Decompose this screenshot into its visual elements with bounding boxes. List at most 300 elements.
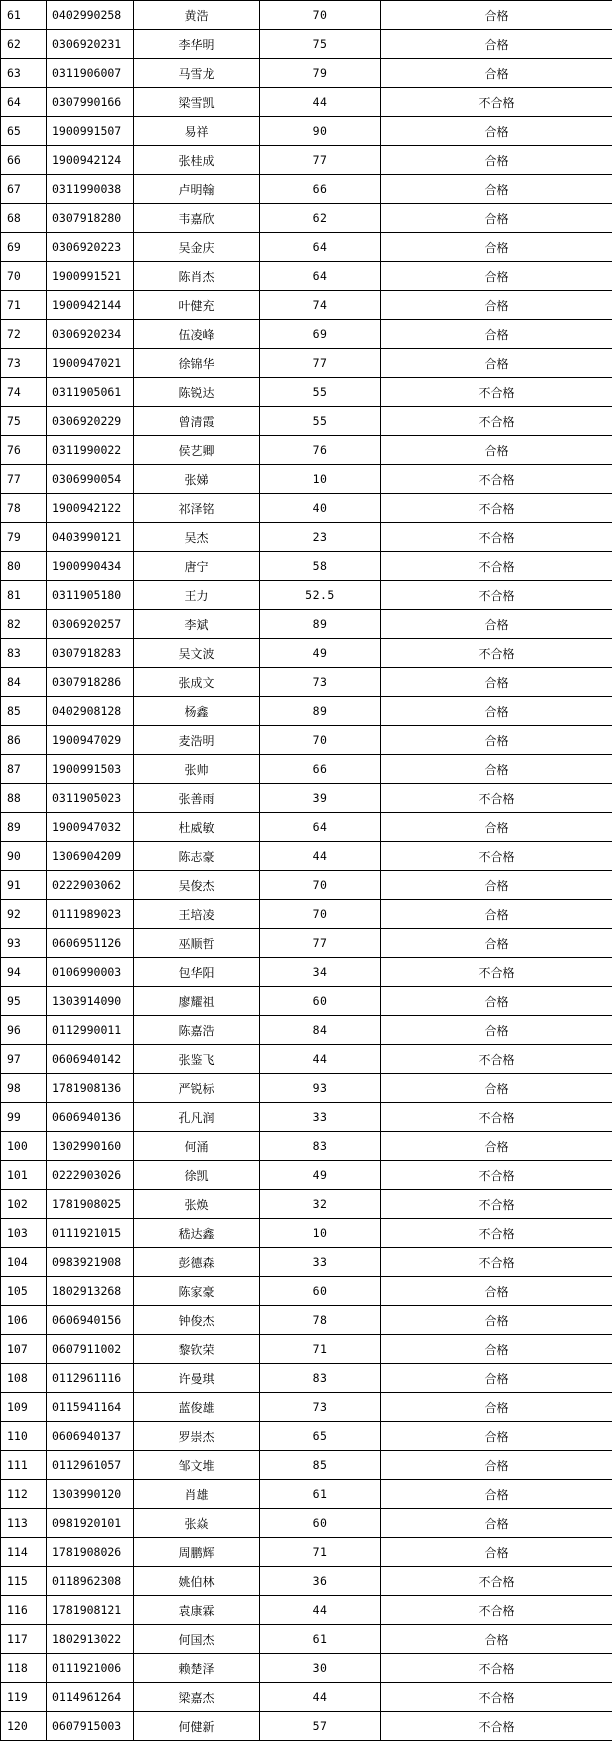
candidate-name-cell: 吴杰 [134, 523, 260, 552]
table-row [1, 755, 612, 784]
score-cell: 10 [260, 1219, 381, 1248]
score-cell: 30 [260, 1654, 381, 1683]
candidate-name-cell: 严锐标 [134, 1074, 260, 1103]
exam-id-cell: 1303914090 [47, 987, 134, 1016]
exam-id-cell: 0607915003 [47, 1712, 134, 1741]
row-number-cell: 106 [1, 1306, 47, 1335]
table-row [1, 30, 612, 59]
candidate-name-cell: 吴文波 [134, 639, 260, 668]
result-cell: 合格 [381, 755, 612, 784]
exam-id-cell: 1781908025 [47, 1190, 134, 1219]
exam-id-cell: 0111921015 [47, 1219, 134, 1248]
score-cell: 74 [260, 291, 381, 320]
score-cell: 44 [260, 1045, 381, 1074]
result-cell: 不合格 [381, 581, 612, 610]
result-cell: 不合格 [381, 784, 612, 813]
row-number-cell: 63 [1, 59, 47, 88]
candidate-name-cell: 陈锐达 [134, 378, 260, 407]
exam-id-cell: 1900947029 [47, 726, 134, 755]
score-cell: 70 [260, 900, 381, 929]
score-cell: 33 [260, 1248, 381, 1277]
candidate-name-cell: 陈肖杰 [134, 262, 260, 291]
score-cell: 89 [260, 610, 381, 639]
candidate-name-cell: 何健新 [134, 1712, 260, 1741]
exam-id-cell: 0112961057 [47, 1451, 134, 1480]
result-cell: 合格 [381, 436, 612, 465]
candidate-name-cell: 吴金庆 [134, 233, 260, 262]
exam-id-cell: 0981920101 [47, 1509, 134, 1538]
result-cell: 合格 [381, 726, 612, 755]
candidate-name-cell: 李华明 [134, 30, 260, 59]
row-number-cell: 100 [1, 1132, 47, 1161]
exam-id-cell: 1900991503 [47, 755, 134, 784]
exam-id-cell: 1781908136 [47, 1074, 134, 1103]
score-cell: 70 [260, 726, 381, 755]
table-row [1, 1103, 612, 1132]
row-number-cell: 79 [1, 523, 47, 552]
result-cell: 不合格 [381, 1248, 612, 1277]
exam-id-cell: 0306920229 [47, 407, 134, 436]
table-row [1, 987, 612, 1016]
row-number-cell: 83 [1, 639, 47, 668]
candidate-name-cell: 黎钦荣 [134, 1335, 260, 1364]
result-cell: 不合格 [381, 1683, 612, 1712]
candidate-name-cell: 王力 [134, 581, 260, 610]
score-cell: 61 [260, 1480, 381, 1509]
row-number-cell: 102 [1, 1190, 47, 1219]
score-cell: 34 [260, 958, 381, 987]
table-row [1, 1045, 612, 1074]
candidate-name-cell: 周鹏辉 [134, 1538, 260, 1567]
score-cell: 32 [260, 1190, 381, 1219]
score-cell: 55 [260, 407, 381, 436]
result-cell: 合格 [381, 1074, 612, 1103]
candidate-name-cell: 陈志豪 [134, 842, 260, 871]
table-row [1, 1364, 612, 1393]
exam-id-cell: 1900942122 [47, 494, 134, 523]
exam-id-cell: 0222903062 [47, 871, 134, 900]
result-cell: 合格 [381, 175, 612, 204]
candidate-name-cell: 韦嘉欣 [134, 204, 260, 233]
result-cell: 合格 [381, 987, 612, 1016]
candidate-name-cell: 张帅 [134, 755, 260, 784]
exam-id-cell: 0311905180 [47, 581, 134, 610]
score-cell: 39 [260, 784, 381, 813]
exam-id-cell: 0983921908 [47, 1248, 134, 1277]
result-cell: 合格 [381, 204, 612, 233]
result-cell: 不合格 [381, 1712, 612, 1741]
table-row [1, 1161, 612, 1190]
score-cell: 73 [260, 668, 381, 697]
candidate-name-cell: 张娣 [134, 465, 260, 494]
candidate-name-cell: 徐凯 [134, 1161, 260, 1190]
row-number-cell: 66 [1, 146, 47, 175]
candidate-name-cell: 何涌 [134, 1132, 260, 1161]
table-row [1, 1712, 612, 1741]
table-row [1, 262, 612, 291]
result-cell: 合格 [381, 262, 612, 291]
row-number-cell: 115 [1, 1567, 47, 1596]
score-cell: 55 [260, 378, 381, 407]
score-cell: 44 [260, 842, 381, 871]
exam-id-cell: 0607911002 [47, 1335, 134, 1364]
table-row [1, 639, 612, 668]
result-cell: 不合格 [381, 552, 612, 581]
table-row [1, 1306, 612, 1335]
result-cell: 不合格 [381, 639, 612, 668]
table-row [1, 523, 612, 552]
score-cell: 73 [260, 1393, 381, 1422]
result-cell: 合格 [381, 1393, 612, 1422]
table-row [1, 1683, 612, 1712]
exam-id-cell: 0402990258 [47, 1, 134, 30]
result-cell: 合格 [381, 1538, 612, 1567]
table-row [1, 494, 612, 523]
row-number-cell: 96 [1, 1016, 47, 1045]
result-cell: 不合格 [381, 1190, 612, 1219]
result-cell: 不合格 [381, 1596, 612, 1625]
exam-id-cell: 0606951126 [47, 929, 134, 958]
score-cell: 60 [260, 1277, 381, 1306]
table-row [1, 1074, 612, 1103]
candidate-name-cell: 唐宁 [134, 552, 260, 581]
score-cell: 90 [260, 117, 381, 146]
row-number-cell: 97 [1, 1045, 47, 1074]
candidate-name-cell: 侯艺卿 [134, 436, 260, 465]
exam-id-cell: 0307990166 [47, 88, 134, 117]
score-cell: 83 [260, 1364, 381, 1393]
score-cell: 77 [260, 146, 381, 175]
candidate-name-cell: 张鉴飞 [134, 1045, 260, 1074]
row-number-cell: 116 [1, 1596, 47, 1625]
result-cell: 不合格 [381, 378, 612, 407]
exam-id-cell: 0306920231 [47, 30, 134, 59]
result-cell: 不合格 [381, 1567, 612, 1596]
result-cell: 不合格 [381, 494, 612, 523]
row-number-cell: 111 [1, 1451, 47, 1480]
score-cell: 66 [260, 175, 381, 204]
row-number-cell: 74 [1, 378, 47, 407]
exam-id-cell: 0606940136 [47, 1103, 134, 1132]
exam-id-cell: 1302990160 [47, 1132, 134, 1161]
result-cell: 合格 [381, 813, 612, 842]
candidate-name-cell: 彭德森 [134, 1248, 260, 1277]
row-number-cell: 98 [1, 1074, 47, 1103]
row-number-cell: 65 [1, 117, 47, 146]
score-cell: 69 [260, 320, 381, 349]
row-number-cell: 109 [1, 1393, 47, 1422]
score-cell: 71 [260, 1335, 381, 1364]
result-cell: 合格 [381, 1, 612, 30]
row-number-cell: 64 [1, 88, 47, 117]
result-cell: 合格 [381, 349, 612, 378]
score-cell: 49 [260, 639, 381, 668]
row-number-cell: 108 [1, 1364, 47, 1393]
result-cell: 合格 [381, 668, 612, 697]
row-number-cell: 88 [1, 784, 47, 813]
table-row [1, 813, 612, 842]
result-cell: 合格 [381, 929, 612, 958]
score-cell: 40 [260, 494, 381, 523]
table-row [1, 407, 612, 436]
table-row [1, 1509, 612, 1538]
candidate-name-cell: 姚伯林 [134, 1567, 260, 1596]
table-row [1, 958, 612, 987]
result-cell: 合格 [381, 1422, 612, 1451]
candidate-name-cell: 张成文 [134, 668, 260, 697]
candidate-name-cell: 袁康霖 [134, 1596, 260, 1625]
exam-id-cell: 1802913268 [47, 1277, 134, 1306]
candidate-name-cell: 杜威敏 [134, 813, 260, 842]
candidate-name-cell: 伍凌峰 [134, 320, 260, 349]
result-cell: 合格 [381, 1364, 612, 1393]
score-cell: 64 [260, 233, 381, 262]
row-number-cell: 107 [1, 1335, 47, 1364]
row-number-cell: 85 [1, 697, 47, 726]
score-cell: 62 [260, 204, 381, 233]
exam-id-cell: 0606940156 [47, 1306, 134, 1335]
exam-id-cell: 1900947032 [47, 813, 134, 842]
row-number-cell: 67 [1, 175, 47, 204]
result-cell: 合格 [381, 233, 612, 262]
row-number-cell: 70 [1, 262, 47, 291]
candidate-name-cell: 罗崇杰 [134, 1422, 260, 1451]
table-row [1, 726, 612, 755]
row-number-cell: 95 [1, 987, 47, 1016]
score-cell: 64 [260, 262, 381, 291]
candidate-name-cell: 叶健充 [134, 291, 260, 320]
score-cell: 36 [260, 1567, 381, 1596]
results-table-body [1, 1, 612, 1741]
row-number-cell: 87 [1, 755, 47, 784]
row-number-cell: 105 [1, 1277, 47, 1306]
score-cell: 75 [260, 30, 381, 59]
table-row [1, 1538, 612, 1567]
candidate-name-cell: 何国杰 [134, 1625, 260, 1654]
result-cell: 合格 [381, 871, 612, 900]
exam-id-cell: 1900942124 [47, 146, 134, 175]
score-cell: 58 [260, 552, 381, 581]
score-cell: 44 [260, 1596, 381, 1625]
exam-id-cell: 0311905023 [47, 784, 134, 813]
candidate-name-cell: 孔凡润 [134, 1103, 260, 1132]
table-row [1, 320, 612, 349]
score-cell: 77 [260, 349, 381, 378]
score-cell: 84 [260, 1016, 381, 1045]
exam-id-cell: 1306904209 [47, 842, 134, 871]
table-row [1, 784, 612, 813]
table-row [1, 900, 612, 929]
candidate-name-cell: 易祥 [134, 117, 260, 146]
table-row [1, 929, 612, 958]
table-row [1, 1625, 612, 1654]
candidate-name-cell: 卢明翰 [134, 175, 260, 204]
score-cell: 23 [260, 523, 381, 552]
row-number-cell: 112 [1, 1480, 47, 1509]
candidate-name-cell: 黄浩 [134, 1, 260, 30]
candidate-name-cell: 徐锦华 [134, 349, 260, 378]
result-cell: 合格 [381, 146, 612, 175]
row-number-cell: 76 [1, 436, 47, 465]
score-cell: 60 [260, 987, 381, 1016]
table-row [1, 1393, 612, 1422]
table-row [1, 552, 612, 581]
table-row [1, 1219, 612, 1248]
table-row [1, 1, 612, 30]
candidate-name-cell: 廖耀祖 [134, 987, 260, 1016]
score-cell: 44 [260, 1683, 381, 1712]
score-cell: 77 [260, 929, 381, 958]
table-row [1, 1190, 612, 1219]
candidate-name-cell: 曾清霞 [134, 407, 260, 436]
row-number-cell: 81 [1, 581, 47, 610]
candidate-name-cell: 张焕 [134, 1190, 260, 1219]
result-cell: 不合格 [381, 958, 612, 987]
table-row [1, 1132, 612, 1161]
table-row [1, 175, 612, 204]
exam-id-cell: 1900991507 [47, 117, 134, 146]
result-cell: 合格 [381, 1335, 612, 1364]
result-cell: 不合格 [381, 465, 612, 494]
row-number-cell: 113 [1, 1509, 47, 1538]
row-number-cell: 103 [1, 1219, 47, 1248]
candidate-name-cell: 巫顺哲 [134, 929, 260, 958]
score-cell: 89 [260, 697, 381, 726]
row-number-cell: 77 [1, 465, 47, 494]
score-cell: 78 [260, 1306, 381, 1335]
candidate-name-cell: 肖雄 [134, 1480, 260, 1509]
result-cell: 合格 [381, 291, 612, 320]
table-row [1, 1335, 612, 1364]
exam-id-cell: 0111989023 [47, 900, 134, 929]
row-number-cell: 68 [1, 204, 47, 233]
exam-id-cell: 1900947021 [47, 349, 134, 378]
table-row [1, 378, 612, 407]
exam-id-cell: 0311905061 [47, 378, 134, 407]
row-number-cell: 104 [1, 1248, 47, 1277]
score-cell: 76 [260, 436, 381, 465]
result-cell: 合格 [381, 1509, 612, 1538]
table-row [1, 1654, 612, 1683]
row-number-cell: 71 [1, 291, 47, 320]
candidate-name-cell: 张桂成 [134, 146, 260, 175]
table-row [1, 291, 612, 320]
candidate-name-cell: 吴俊杰 [134, 871, 260, 900]
table-row [1, 349, 612, 378]
exam-id-cell: 0306920223 [47, 233, 134, 262]
table-row [1, 88, 612, 117]
result-cell: 不合格 [381, 1654, 612, 1683]
result-cell: 合格 [381, 117, 612, 146]
result-cell: 不合格 [381, 842, 612, 871]
score-cell: 70 [260, 871, 381, 900]
candidate-name-cell: 张焱 [134, 1509, 260, 1538]
candidate-name-cell: 邹文堆 [134, 1451, 260, 1480]
row-number-cell: 114 [1, 1538, 47, 1567]
table-row [1, 1422, 612, 1451]
score-cell: 49 [260, 1161, 381, 1190]
score-cell: 60 [260, 1509, 381, 1538]
row-number-cell: 75 [1, 407, 47, 436]
row-number-cell: 89 [1, 813, 47, 842]
table-row [1, 668, 612, 697]
exam-id-cell: 0606940137 [47, 1422, 134, 1451]
result-cell: 合格 [381, 1132, 612, 1161]
candidate-name-cell: 杨鑫 [134, 697, 260, 726]
row-number-cell: 110 [1, 1422, 47, 1451]
exam-id-cell: 0307918283 [47, 639, 134, 668]
row-number-cell: 72 [1, 320, 47, 349]
result-cell: 合格 [381, 1451, 612, 1480]
exam-id-cell: 0111921006 [47, 1654, 134, 1683]
exam-id-cell: 0311990022 [47, 436, 134, 465]
result-cell: 合格 [381, 1625, 612, 1654]
candidate-name-cell: 蓝俊雄 [134, 1393, 260, 1422]
row-number-cell: 120 [1, 1712, 47, 1741]
result-cell: 不合格 [381, 407, 612, 436]
exam-id-cell: 0606940142 [47, 1045, 134, 1074]
candidate-name-cell: 钟俊杰 [134, 1306, 260, 1335]
exam-id-cell: 1303990120 [47, 1480, 134, 1509]
row-number-cell: 73 [1, 349, 47, 378]
result-cell: 合格 [381, 1306, 612, 1335]
exam-id-cell: 0402908128 [47, 697, 134, 726]
table-row [1, 1248, 612, 1277]
table-row [1, 581, 612, 610]
exam-id-cell: 0306990054 [47, 465, 134, 494]
table-row [1, 146, 612, 175]
score-cell: 10 [260, 465, 381, 494]
exam-id-cell: 1900990434 [47, 552, 134, 581]
candidate-name-cell: 陈嘉浩 [134, 1016, 260, 1045]
table-row [1, 1277, 612, 1306]
score-cell: 70 [260, 1, 381, 30]
exam-id-cell: 0311906007 [47, 59, 134, 88]
exam-id-cell: 1900942144 [47, 291, 134, 320]
table-row [1, 59, 612, 88]
result-cell: 合格 [381, 1480, 612, 1509]
exam-id-cell: 0222903026 [47, 1161, 134, 1190]
row-number-cell: 118 [1, 1654, 47, 1683]
table-row [1, 871, 612, 900]
exam-id-cell: 0403990121 [47, 523, 134, 552]
score-cell: 66 [260, 755, 381, 784]
score-cell: 57 [260, 1712, 381, 1741]
exam-id-cell: 1802913022 [47, 1625, 134, 1654]
row-number-cell: 91 [1, 871, 47, 900]
candidate-name-cell: 张善雨 [134, 784, 260, 813]
table-row [1, 204, 612, 233]
result-cell: 不合格 [381, 1219, 612, 1248]
exam-id-cell: 0311990038 [47, 175, 134, 204]
result-cell: 不合格 [381, 88, 612, 117]
candidate-name-cell: 麦浩明 [134, 726, 260, 755]
row-number-cell: 94 [1, 958, 47, 987]
table-row [1, 117, 612, 146]
result-cell: 合格 [381, 1016, 612, 1045]
exam-id-cell: 0307918280 [47, 204, 134, 233]
candidate-name-cell: 嵇达鑫 [134, 1219, 260, 1248]
row-number-cell: 86 [1, 726, 47, 755]
exam-id-cell: 0307918286 [47, 668, 134, 697]
table-row [1, 1451, 612, 1480]
score-cell: 64 [260, 813, 381, 842]
table-row [1, 842, 612, 871]
candidate-name-cell: 赖楚泽 [134, 1654, 260, 1683]
result-cell: 合格 [381, 610, 612, 639]
exam-id-cell: 0112990011 [47, 1016, 134, 1045]
candidate-name-cell: 许曼琪 [134, 1364, 260, 1393]
